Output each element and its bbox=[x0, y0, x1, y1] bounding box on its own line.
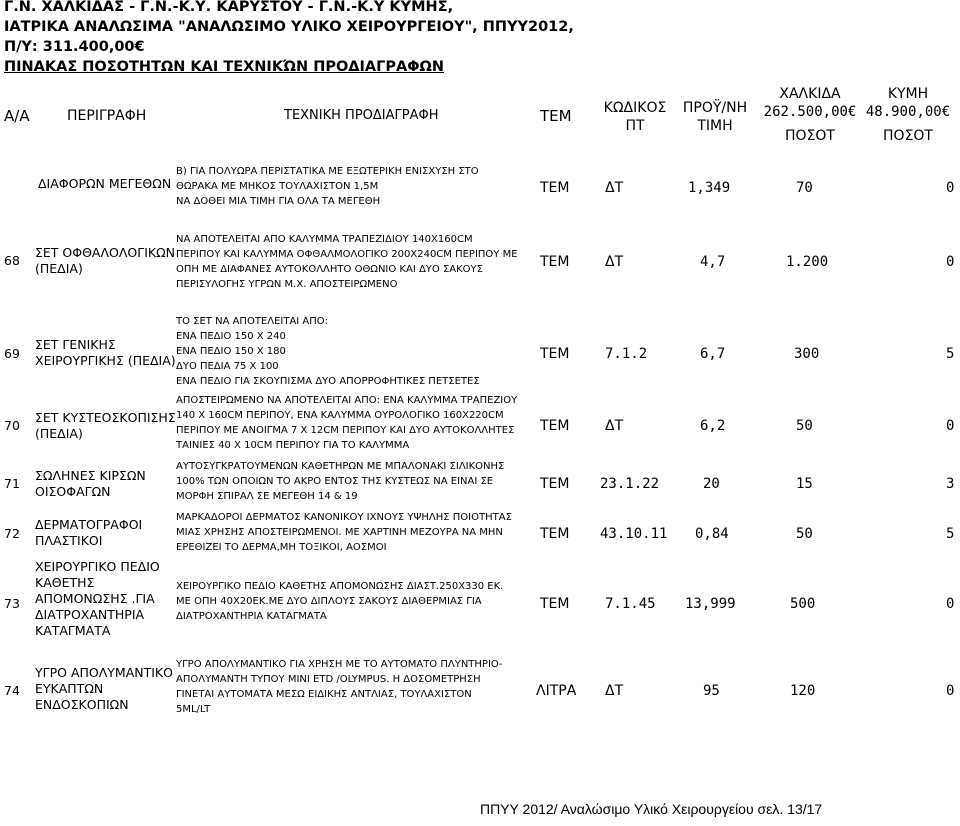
row-description-line: ΣΕΤ ΟΦΘΑΛΟΛΟΓΙΚΩΝ bbox=[35, 245, 176, 260]
row-description-line: ΚΑΤΑΓΜΑΤΑ bbox=[35, 623, 111, 638]
column-header-kymi-line-1: ΚΥΜΗ bbox=[887, 86, 929, 102]
row-spec-line: ΕΝΑ ΠΕΔΙΟ 150 Χ 240 bbox=[176, 331, 286, 342]
column-header-code bbox=[595, 99, 675, 135]
row-price: 0,84 bbox=[695, 526, 729, 542]
column-header-code-line-1: ΚΩΔΙΚΟΣ bbox=[603, 100, 667, 116]
column-header-kymi bbox=[858, 85, 958, 145]
column-header-unit: ΤΕΜ bbox=[540, 107, 572, 125]
row-number: 71 bbox=[4, 476, 20, 491]
row-spec bbox=[176, 393, 517, 453]
row-unit: ΤΕΜ bbox=[540, 596, 570, 612]
row-number: 73 bbox=[4, 596, 20, 611]
column-header-chalkida-line-3: ΠΟΣΟΤ bbox=[785, 128, 835, 144]
row-description-line: (ΠΕΔΙΑ) bbox=[35, 261, 83, 276]
row-spec-line: ΟΠΗ ΜΕ ΔΙΑΦΑΝΕΣ ΑΥΤΟΚΟΛΛΗΤΟ ΟΘΩΝΙΟ ΚΑΙ ΔΥΟ ΣΑΚΟΥΣ bbox=[176, 264, 483, 275]
row-description-line: ΕΝΔΟΣΚΟΠΙΩΝ bbox=[35, 697, 129, 712]
column-header-description: ΠΕΡΙΓΡΑΦΗ bbox=[67, 108, 147, 124]
row-spec bbox=[176, 657, 502, 717]
row-description-line: ΣΕΤ ΓΕΝΙΚΗΣ bbox=[35, 337, 116, 352]
row-qty-kymi: 3 bbox=[946, 476, 955, 492]
row-description-line: ΔΕΡΜΑΤΟΓΡΑΦΟΙ bbox=[35, 517, 143, 532]
row-spec-line: ΧΕΙΡΟΥΡΓΙΚΟ ΠΕΔΙΟ ΚΑΘΕΤΗΣ ΑΠΟΜΟΝΩΣΗΣ ΔΙΑΣΤ.250Χ330 ΕΚ. bbox=[176, 581, 504, 592]
row-description-line: ΣΩΛΗΝΕΣ ΚΙΡΣΩΝ bbox=[35, 468, 146, 483]
row-description-line: ΧΕΙΡΟΥΡΓΙΚΟ ΠΕΔΙΟ bbox=[35, 559, 160, 574]
row-spec-line: ΕΝΑ ΠΕΔΙΟ ΓΙΑ ΣΚΟΥΠΙΣΜΑ ΔΥΟ ΑΠΟΡΡΟΦΗΤΙΚΕΣ ΠΕΤΣΕΤΕΣ bbox=[176, 376, 480, 387]
row-description bbox=[35, 468, 146, 500]
row-spec-line: ΝΑ ΑΠΟΤΕΛΕΙΤΑΙ ΑΠΟ ΚΑΛΥΜΜΑ ΤΡΑΠΕΖΙΔΙΟΥ 140Χ160CM bbox=[176, 234, 473, 245]
page-footer: ΠΠΥΥ 2012/ Αναλώσιμο Υλικό Χειρουργείου σελ. 13/17 bbox=[480, 801, 823, 817]
row-number: 72 bbox=[4, 526, 20, 541]
row-number: 74 bbox=[4, 683, 20, 698]
row-qty-chalkida: 120 bbox=[790, 683, 816, 699]
row-spec-line: ΜΙΑΣ ΧΡΗΣΗΣ ΑΠΟΣΤΕΙΡΩΜΕΝΟΙ. ΜΕ ΧΑΡΤΙΝΗ ΜΕΖΟΥΡΑ ΝΑ ΜΗΝ bbox=[176, 527, 503, 538]
row-unit: ΤΕΜ bbox=[540, 418, 570, 434]
row-spec bbox=[176, 314, 480, 389]
row-price: 4,7 bbox=[700, 254, 726, 270]
row-spec-line: ΠΕΡΙΠΟΥ ΜΕ ΑΝΟΙΓΜΑ 7 Χ 12CM ΠΕΡΙΠΟΥ ΚΑΙ ΔΥΟ ΑΥΤΟΚΟΛΛΗΤΕΣ bbox=[176, 425, 515, 436]
row-spec-line: 140 Χ 160CM ΠΕΡΙΠΟΥ, ΕΝΑ ΚΑΛΥΜΜΑ ΟΥΡΟΛΟΓΙΚΟ 160Χ220CM bbox=[176, 410, 504, 421]
row-code: ΔΤ bbox=[605, 180, 624, 196]
row-code: 23.1.22 bbox=[600, 476, 660, 492]
row-qty-kymi: 0 bbox=[946, 418, 955, 434]
row-code: ΔΤ bbox=[605, 418, 624, 434]
row-unit: ΤΕΜ bbox=[540, 346, 570, 362]
row-qty-kymi: 5 bbox=[946, 526, 955, 542]
row-spec-line: ΜΟΡΦΗ ΣΠΙΡΑΛ ΣΕ ΜΕΓΕΘΗ 14 & 19 bbox=[176, 491, 358, 502]
row-description-line: (ΠΕΔΙΑ) bbox=[35, 426, 83, 441]
row-code: 7.1.45 bbox=[605, 596, 656, 612]
row-spec-line: ΤΟ ΣΕΤ ΝΑ ΑΠΟΤΕΛΕΙΤΑΙ ΑΠΟ: bbox=[176, 316, 329, 327]
row-code: ΔΤ bbox=[605, 683, 624, 699]
row-description-line: ΧΕΙΡΟΥΡΓΙΚΗΣ (ΠΕΔΙΑ) bbox=[35, 353, 176, 368]
row-unit: ΤΕΜ bbox=[540, 526, 570, 542]
doc-header-table-title: ΠΙΝΑΚΑΣ ΠΟΣΟΤΗΤΩΝ ΚΑΙ ΤΕΧΝΙΚΏΝ ΠΡΟΔΙΑΓΡΑΦΩΝ bbox=[4, 59, 445, 75]
row-description-line: ΚΑΘΕΤΗΣ bbox=[35, 575, 95, 590]
row-description-line: ΟΙΣΟΦΑΓΩΝ bbox=[35, 484, 111, 499]
row-price: 6,2 bbox=[700, 418, 726, 434]
row-price: 95 bbox=[703, 683, 720, 699]
row-spec-line: ΜΕ ΟΠΗ 40Χ20ΕΚ.ΜΕ ΔΥΟ ΔΙΠΛΟΥΣ ΣΑΚΟΥΣ ΔΙΑΘΕΡΜΙΑΣ ΓΙΑ bbox=[176, 596, 482, 607]
row-spec bbox=[176, 510, 512, 555]
row-spec-line: ΘΩΡΑΚΑ ΜΕ ΜΗΚΟΣ ΤΟΥΛΑΧΙΣΤΟΝ 1,5Μ bbox=[176, 181, 379, 192]
row-spec-line: ΠΕΡΙΠΟΥ ΚΑΙ ΚΑΛΥΜΜΑ ΟΦΘΑΛΜΟΛΟΓΙΚΟ 200Χ240CM ΠΕΡΙΠΟΥ ΜΕ bbox=[176, 249, 518, 260]
column-header-aa: Α/Α bbox=[4, 107, 30, 125]
row-number: 68 bbox=[4, 253, 20, 268]
column-header-chalkida bbox=[760, 85, 860, 145]
row-number: 69 bbox=[4, 346, 20, 361]
row-spec-line: ΠΕΡΙΣΥΛΟΓΗΣ ΥΓΡΩΝ Μ.Χ. ΑΠΟΣΤΕΙΡΩΜΕΝΟ bbox=[176, 279, 398, 290]
row-description-line: ΑΠΟΜΟΝΩΣΗΣ .ΓΙΑ bbox=[35, 591, 155, 606]
row-qty-chalkida: 500 bbox=[790, 596, 816, 612]
row-description bbox=[35, 337, 176, 369]
row-qty-chalkida: 300 bbox=[794, 346, 820, 362]
row-spec-line: ΓΙΝΕΤΑΙ ΑΥΤΟΜΑΤΑ ΜΕΣΩ ΕΙΔΙΚΗΣ ΑΝΤΛΙΑΣ, ΤΟΥΛΑΧΙΣΤΟΝ bbox=[176, 689, 472, 700]
row-spec-line: ΔΙΑΤΡΟΧΑΝΤΗΡΙΑ ΚΑΤΑΓΜΑΤΑ bbox=[176, 611, 327, 622]
row-qty-kymi: 0 bbox=[946, 683, 955, 699]
table-column-header bbox=[0, 87, 960, 159]
row-price: 20 bbox=[703, 476, 720, 492]
column-header-spec: ΤΕΧΝΙΚΗ ΠΡΟΔΙΑΓΡΑΦΗ bbox=[284, 108, 439, 123]
row-description-line: ΔΙΑΤΡΟΧΑΝΤΗΡΙΑ bbox=[35, 607, 145, 622]
row-unit: ΛΙΤΡΑ bbox=[536, 683, 577, 699]
row-spec bbox=[176, 232, 518, 292]
row-description-line: ΠΛΑΣΤΙΚΟΙ bbox=[35, 533, 103, 548]
column-header-code-line-2: ΠΤ bbox=[625, 118, 645, 134]
row-description-line: ΥΓΡΟ ΑΠΟΛΥΜΑΝΤΙΚΟ bbox=[35, 665, 173, 680]
row-description bbox=[35, 410, 176, 442]
row-description bbox=[35, 517, 142, 549]
row-description bbox=[35, 665, 173, 713]
row-unit: ΤΕΜ bbox=[540, 254, 570, 270]
doc-header-budget: Π/Υ: 311.400,00€ bbox=[4, 39, 145, 55]
row-qty-chalkida: 15 bbox=[796, 476, 813, 492]
column-header-kymi-line-3: ΠΟΣΟΤ bbox=[883, 128, 933, 144]
row-spec bbox=[176, 579, 503, 624]
row-spec-line: ΔΥΟ ΠΕΔΙΑ 75 Χ 100 bbox=[176, 361, 279, 372]
row-qty-chalkida: 50 bbox=[796, 526, 813, 542]
row-spec-line: ΑΠΟΛΥΜΑΝΤΗ ΤΥΠΟΥ MINI ETD /OLYMPUS. Η ΔΟΣΟΜΕΤΡΗΣΗ bbox=[176, 674, 481, 685]
row-spec-line: ΕΝΑ ΠΕΔΙΟ 150 Χ 180 bbox=[176, 346, 286, 357]
row-spec-line: Β) ΓΙΑ ΠΟΛΥΩΡΑ ΠΕΡΙΣΤΑΤΙΚΑ ΜΕ ΕΞΩΤΕΡΙΚΗ ΕΝΙΣΧΥΣΗ ΣΤΟ bbox=[176, 166, 479, 177]
row-spec bbox=[176, 164, 479, 209]
row-description: ΔΙΑΦΟΡΩΝ ΜΕΓΕΘΩΝ bbox=[38, 176, 172, 191]
row-unit: ΤΕΜ bbox=[540, 476, 570, 492]
row-qty-kymi: 0 bbox=[946, 180, 955, 196]
row-spec-line: 5ML/LT bbox=[176, 704, 211, 715]
row-price: 6,7 bbox=[700, 346, 726, 362]
row-price: 13,999 bbox=[685, 596, 736, 612]
row-spec-line: ΜΑΡΚΑΔΟΡΟΙ ΔΕΡΜΑΤΟΣ ΚΑΝΟΝΙΚΟΥ ΙΧΝΟΥΣ ΥΨΗΛΗΣ ΠΟΙΟΤΗΤΑΣ bbox=[176, 512, 512, 523]
column-header-price-line-1: ΠΡΟΫ/ΝΗ bbox=[682, 100, 748, 116]
column-header-price bbox=[675, 99, 755, 135]
row-spec-line: ΥΓΡΟ ΑΠΟΛΥΜΑΝΤΙΚΟ ΓΙΑ ΧΡΗΣΗ ΜΕ ΤΟ ΑΥΤΟΜΑΤΟ ΠΛΥΝΤΗΡΙΟ- bbox=[176, 659, 503, 670]
row-qty-chalkida: 1.200 bbox=[786, 254, 829, 270]
row-code: 7.1.2 bbox=[605, 346, 648, 362]
row-number: 70 bbox=[4, 418, 20, 433]
row-spec-line: ΕΡΕΘΙΖΕΙ ΤΟ ΔΕΡΜΑ,ΜΗ ΤΟΞΙΚΟΙ, ΑΟΣΜΟΙ bbox=[176, 542, 387, 553]
row-spec-line: ΝΑ ΔΟΘΕΙ ΜΙΑ ΤΙΜΗ ΓΙΑ ΟΛΑ ΤΑ ΜΕΓΕΘΗ bbox=[176, 196, 381, 207]
column-header-price-line-2: ΤΙΜΗ bbox=[697, 118, 733, 134]
row-qty-chalkida: 70 bbox=[796, 180, 813, 196]
row-qty-chalkida: 50 bbox=[796, 418, 813, 434]
row-qty-kymi: 0 bbox=[946, 254, 955, 270]
doc-header-line-1: Γ.Ν. ΧΑΛΚΙΔΑΣ - Γ.Ν.-Κ.Υ. ΚΑΡΥΣΤΟΥ - Γ.Ν.-Κ.Υ ΚΥΜΗΣ, bbox=[4, 0, 454, 15]
row-description bbox=[35, 559, 160, 639]
row-price: 1,349 bbox=[688, 180, 731, 196]
column-header-chalkida-line-2: 262.500,00€ bbox=[763, 104, 857, 120]
row-code: ΔΤ bbox=[605, 254, 624, 270]
row-description-line: ΕΥΚΑΠΤΩΝ bbox=[35, 681, 104, 696]
row-unit: ΤΕΜ bbox=[540, 180, 570, 196]
row-description bbox=[35, 245, 175, 277]
row-spec bbox=[176, 459, 504, 504]
row-qty-kymi: 0 bbox=[946, 596, 955, 612]
row-code: 43.10.11 bbox=[600, 526, 668, 542]
row-description-line: ΣΕΤ ΚΥΣΤΕΟΣΚΟΠΙΣΗΣ bbox=[35, 410, 176, 425]
row-spec-line: ΑΠΟΣΤΕΙΡΩΜΕΝΟ ΝΑ ΑΠΟΤΕΛΕΙΤΑΙ ΑΠΟ: ΕΝΑ ΚΑΛΥΜΜΑ ΤΡΑΠΕΖΙΟΥ bbox=[176, 395, 518, 406]
row-qty-kymi: 5 bbox=[946, 346, 955, 362]
row-spec-line: ΑΥΤΟΣΥΓΚΡΑΤΟΥΜΕΝΩΝ ΚΑΘΕΤΗΡΩΝ ΜΕ ΜΠΑΛΟΝΑΚΙ ΣΙΛΙΚΟΝΗΣ bbox=[176, 461, 505, 472]
column-header-kymi-line-2: 48.900,00€ bbox=[865, 104, 951, 120]
doc-header-line-2: ΙΑΤΡΙΚΑ ΑΝΑΛΩΣΙΜΑ "ΑΝΑΛΩΣΙΜΟ ΥΛΙΚΟ ΧΕΙΡΟΥΡΓΕΙΟΥ", ΠΠΥΥ2012, bbox=[4, 19, 574, 35]
row-spec-line: ΤΑΙΝΙΕΣ 40 Χ 10CM ΠΕΡΙΠΟΥ ΓΙΑ ΤΟ ΚΑΛΥΜΜΑ bbox=[176, 440, 410, 451]
column-header-chalkida-line-1: ΧΑΛΚΙΔΑ bbox=[779, 86, 841, 102]
row-spec-line: 100% ΤΩΝ ΟΠΟΙΩΝ ΤΟ ΑΚΡΟ ΕΝΤΟΣ ΤΗΣ ΚΥΣΤΕΩΣ ΝΑ ΕΙΝΑΙ ΣΕ bbox=[176, 476, 494, 487]
